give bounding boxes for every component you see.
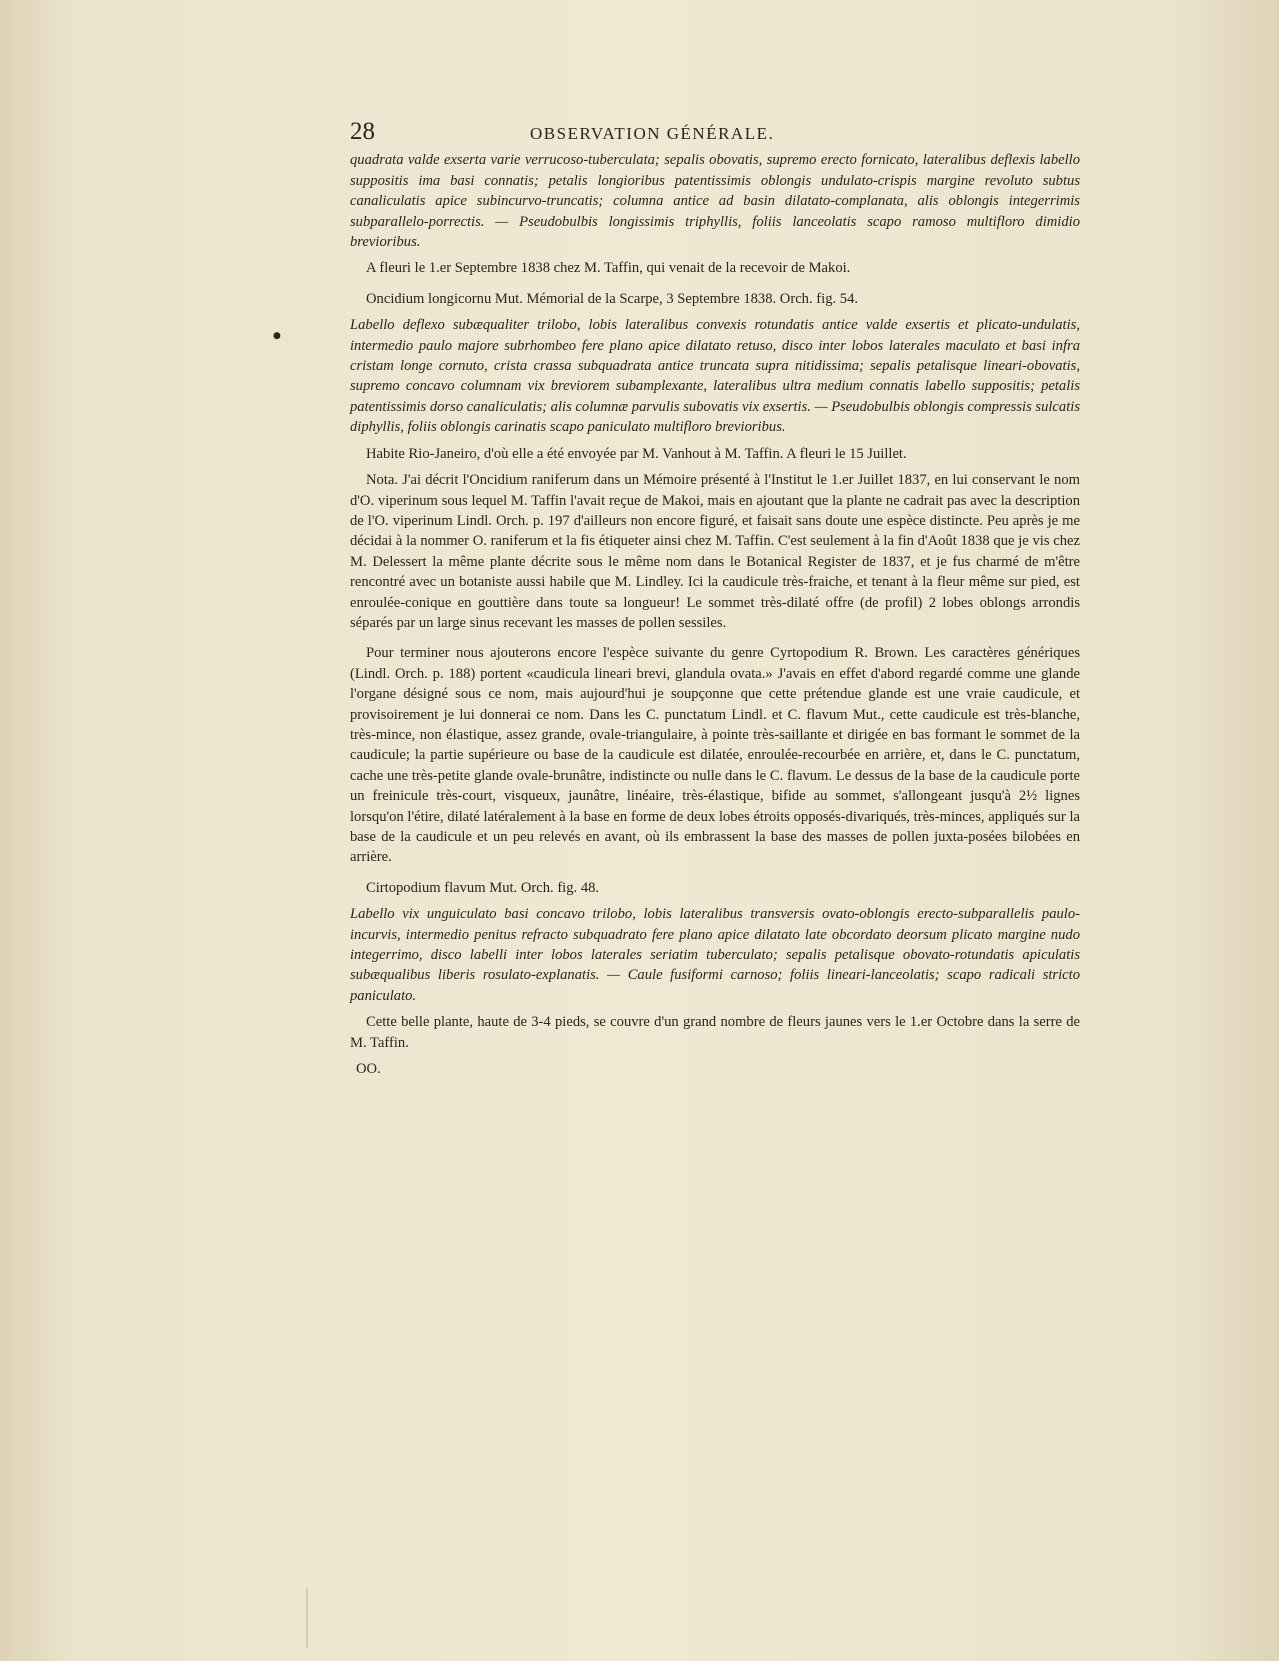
latin-description: Labello vix unguiculato basi concavo trilobo, lobis lateralibus transversis ovato-oblongis erecto-subparallelis paulo-incurvis, intermedio penitus refracto subquadrato fere plano apice dilatato late obcordato deorsum plicato margine nudo integerrimo, disco labelli inter lobos laterales seriatim tuberculato; sepalis petalisque obovato-rotundatis apiculatis subæqualibus liberis rosulato-explanatis. — Caule fusiformi carnoso; foliis lineari-lanceolatis; scapo radicali stricto paniculato. [350,906,1080,1004]
running-title: OBSERVATION GÉNÉRALE. [530,124,775,143]
paragraph: A fleuri le 1.er Septembre 1838 chez M. Taffin, qui venait de la recevoir de Makoi. [366,260,851,277]
latin-description: quadrata valde exserta varie verrucoso-tuberculata; sepalis obovatis, supremo erecto fornicato, lateralibus deflexis labello suppositis ima basi connatis; petalis longioribus patentissimis oblongis undulato-crispis margine revoluto subtus canaliculatis apice subincurvo-truncatis; columna antice ad basin dilatato-complanata, alis oblongis integerrimis subparallelo-porrectis. — Pseudobulbis longissimis triphyllis, foliis lanceolatis scapo ramoso multifloro dimidio brevioribus. [350,152,1080,251]
paragraph: Pour terminer nous ajouterons encore l'espèce suivante du genre Cyrtopodium R. Brown. Les caractères génériques (Lindl. Orch. p. 188) portent «caudicula lineari brevi, glandula ovata.» J'avais en effet d'abord regardé comme une glande l'organe désigné sous ce nom, mais aujourd'hui je soupçonne que cette prétendue glande est une vraie caudicule, et provisoirement je lui donnerai ce nom. Dans les C. punctatum Lindl. et C. flavum Mut., cette caudicule est très-blanche, très-mince, non élastique, assez grande, ovale-triangulaire, à pointe très-saillante et dirigée en bas formant le sommet de la caudicule; la partie supérieure ou base de la caudicule est dilatée, enroulée-recourbée en arrière, et, dans le C. punctatum, cache une très-petite glande ovale-brunâtre, indistincte ou nulle dans le C. flavum. Le dessus de la base de la caudicule porte un freinicule très-court, visqueux, jaunâtre, linéaire, très-élastique, bifide au sommet, s'allongeant jusqu'à 2½ lignes lorsqu'on l'étire, dilaté latéralement à la base en forme de deux lobes étroits opposés-divariqués, très-minces, appliqués sur la base de la caudicule et un peu relevés en avant, où ils embrassent la base des masses de pollen juxta-posées bilobées en arrière. [350,645,1080,866]
page-number: 28 [350,118,375,145]
latin-description: Labello deflexo subæqualiter trilobo, lobis lateralibus convexis rotundatis antice valde exsertis et plicato-undulatis, intermedio paulo majore subrhombeo fere plano apice dilatato retuso, disco inter lobos laterales maculato et basi infra cristam longe cornuto, crista crassa subquadrata antice truncata supra nitidissima; sepalis petalisque lineari-obovatis, supremo concavo columnam vix breviorem subamplexante, lateralibus ultra medium connatis labello suppositis; petalis patentissimis dorso canaliculatis; alis columnæ parvulis subovatis vix exsertis. — Pseudobulbis oblongis compressis sulcatis diphyllis, foliis oblongis carinatis scapo paniculato multifloro brevioribus. [350,317,1080,436]
paragraph: Habite Rio-Janeiro, d'où elle a été envoyée par M. Vanhout à M. Taffin. A fleuri le 15 Juillet. [366,445,907,462]
note-paragraph: Nota. J'ai décrit l'Oncidium raniferum dans un Mémoire présenté à l'Institut le 1.er Juillet 1837, en lui conservant le nom d'O. viperinum sous lequel M. Taffin l'avait reçue de Makoi, mais en ajoutant que la plante ne cadrait pas avec la description de l'O. viperinum Lindl. Orch. p. 197 d'ailleurs non encore figuré, et faisait sans doute une espèce distincte. Peu après je me décidai à la nommer O. raniferum et la fis étiqueter ainsi chez M. Taffin. C'est seulement à la fin d'Août 1838 que je vis chez M. Delessert la même plante décrite sous le même nom dans le Botanical Register de 1837, et je fus charmé de m'être rencontré avec un botaniste aussi habile que M. Lindley. Ici la caudicule très-fraiche, et tenant à la fleur même sur pied, est enroulée-conique en gouttière dans toute sa longueur! Le sommet très-dilaté offre (de profil) 2 lobes oblongs arrondis séparés par un large sinus recevant les masses de pollen sessiles. [350,472,1080,631]
running-head [350,118,1080,145]
species-heading: Cirtopodium flavum Mut. Orch. fig. 48. [366,879,600,896]
margin-dot: ● [273,331,281,341]
species-heading: Oncidium longicornu Mut. Mémorial de la Scarpe, 3 Septembre 1838. Orch. fig. 54. [366,290,859,307]
page-edge-mark [306,1588,308,1648]
paragraph: Cette belle plante, haute de 3-4 pieds, se couvre d'un grand nombre de fleurs jaunes vers le 1.er Octobre dans la serre de M. Taffin. [350,1014,1080,1051]
signature: OO. [356,1061,381,1078]
page-content [350,118,1080,1085]
